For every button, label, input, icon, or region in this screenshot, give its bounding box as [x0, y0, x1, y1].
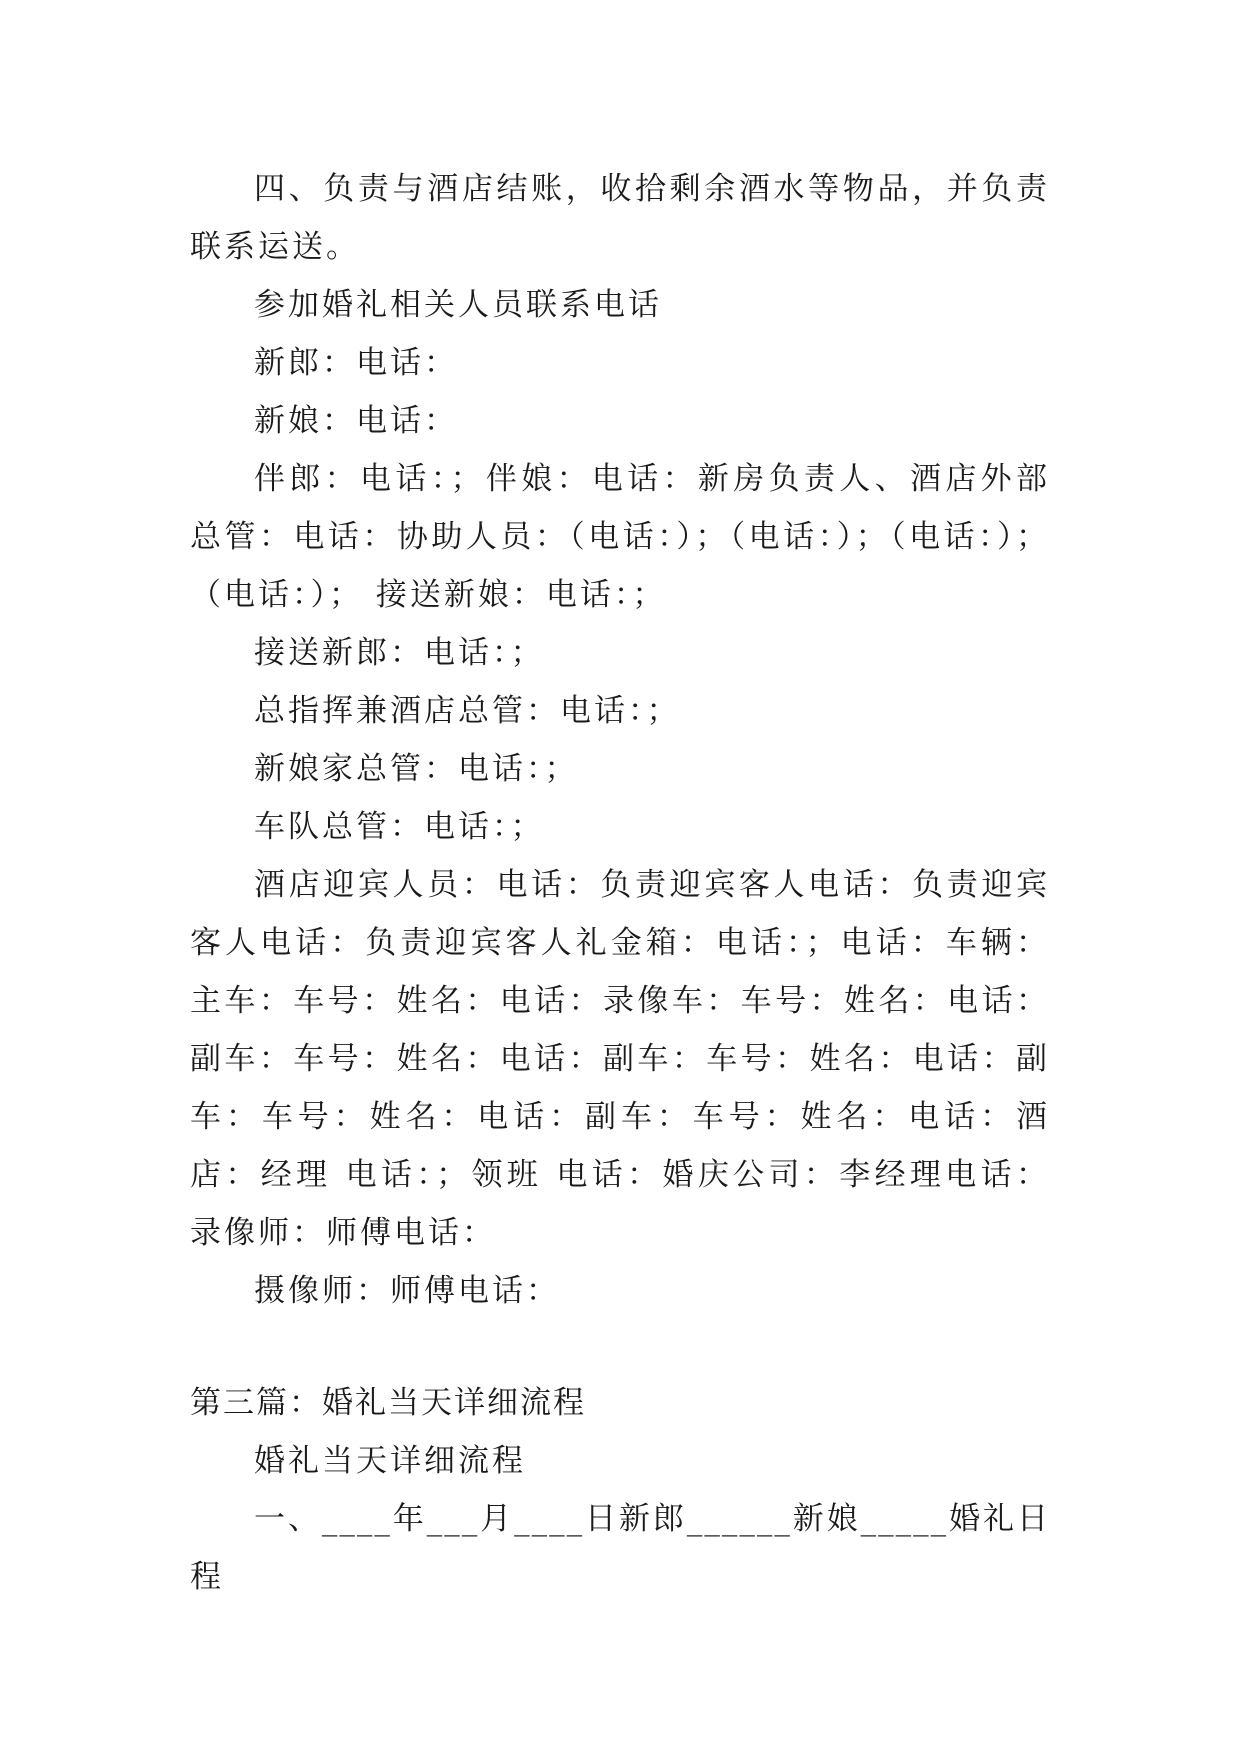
- paragraph-bride-family-manager: 新娘家总管：电话：；: [254, 751, 579, 787]
- paragraph-groom-phone: 新郎：电话：: [254, 345, 458, 381]
- paragraph-groomsman-bridesmaid: 伴郎：电话：；伴娘：电话：新房负责人、酒店外部总管：电话：协助人员：（电话：）；（电话：）；（电话：）；（电话：）； 接送新娘：电话：；: [190, 461, 1050, 613]
- paragraph-wedding-schedule: 一、____年___月____日新郎______新娘_____婚礼日程: [190, 1501, 1050, 1595]
- paragraph-checkout-duty: 四、负责与酒店结账，收拾剩余酒水等物品，并负责联系运送。: [190, 171, 1050, 265]
- paragraph-bride-phone: 新娘：电话：: [254, 403, 458, 439]
- paragraph-motorcade-manager: 车队总管：电话：；: [254, 809, 545, 845]
- paragraph-photographer: 摄像师：师傅电话：: [254, 1273, 560, 1309]
- document-page: [190, 160, 1050, 1606]
- paragraph-contacts-title: 参加婚礼相关人员联系电话: [254, 287, 662, 323]
- paragraph-chief-commander: 总指挥兼酒店总管：电话：；: [254, 693, 681, 729]
- paragraph-hotel-reception: 酒店迎宾人员：电话：负责迎宾客人电话：负责迎宾客人电话：负责迎宾客人礼金箱：电话：；电话：车辆：主车：车号：姓名：电话：录像车：车号：姓名：电话：副车：车号：姓名：电话：副车：车号：姓名：电话：副车：车号：姓名：电话：副车：车号：姓名：电话：酒店：经理 电话：；领班 电话：婚庆公司：李经理电话：录像师：师傅电话：: [190, 867, 1050, 1251]
- section-heading: 第三篇：婚礼当天详细流程: [190, 1385, 586, 1421]
- paragraph-groom-pickup: 接送新郎：电话：；: [254, 635, 545, 671]
- paragraph-detailed-flow-title: 婚礼当天详细流程: [254, 1443, 526, 1479]
